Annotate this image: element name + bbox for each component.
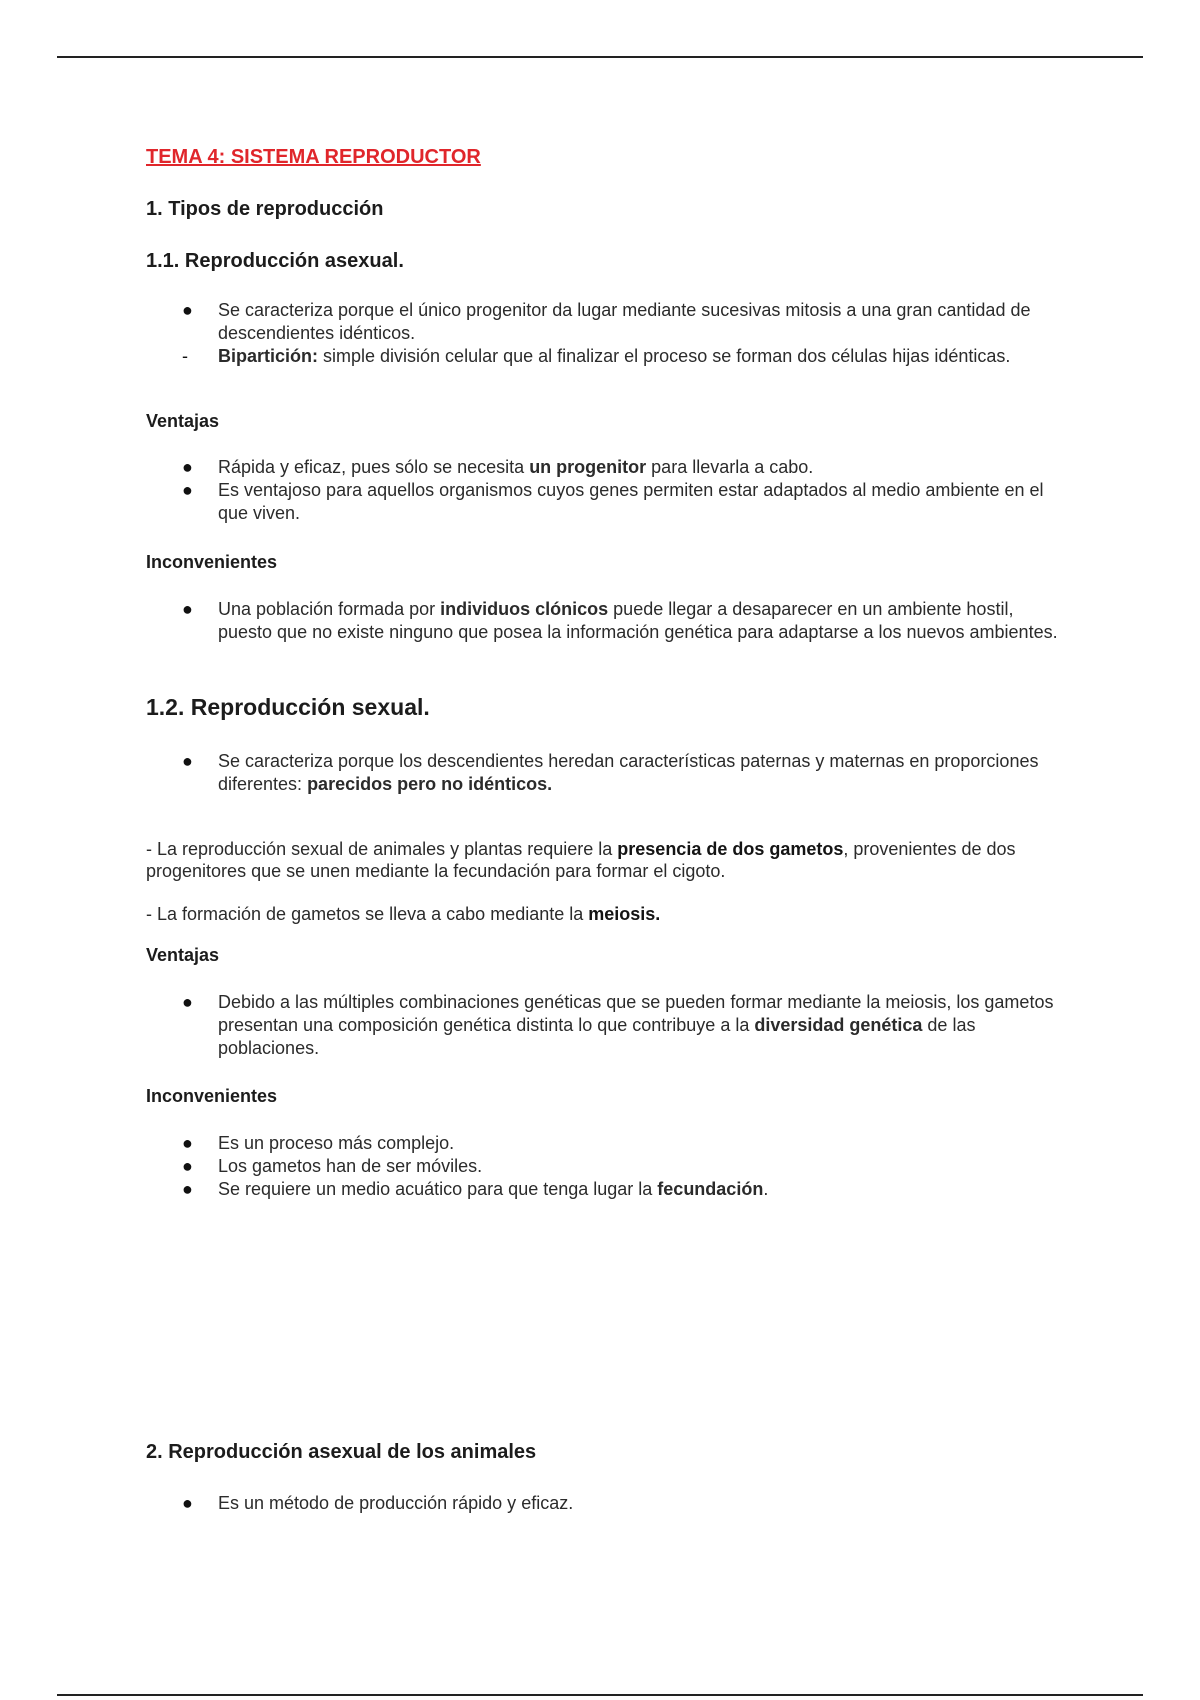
asexual-list bbox=[146, 299, 1066, 368]
asexual-ventajas-list bbox=[146, 456, 1066, 525]
paragraph-meiosis bbox=[146, 903, 1066, 925]
list-item bbox=[146, 991, 1066, 1060]
section-1-1-heading: 1.1. Reproducción asexual. bbox=[146, 250, 404, 272]
bullet-icon: ● bbox=[182, 751, 193, 771]
para-bold: meiosis. bbox=[588, 904, 661, 924]
inconvenientes-heading: Inconvenientes bbox=[146, 552, 278, 572]
ventajas-heading: Ventajas bbox=[146, 411, 220, 431]
top-rule bbox=[57, 56, 1143, 58]
sexual-list bbox=[146, 750, 1066, 796]
item-bold: Bipartición: bbox=[218, 346, 319, 366]
item-bold: individuos clónicos bbox=[440, 599, 609, 619]
list-item bbox=[146, 345, 1066, 368]
bullet-icon: ● bbox=[182, 300, 193, 320]
list-item bbox=[146, 1132, 1066, 1155]
item-text: Se requiere un medio acuático para que tenga lugar la bbox=[218, 1179, 658, 1199]
item-text: Rápida y eficaz, pues sólo se necesita bbox=[218, 457, 530, 477]
bottom-rule bbox=[57, 1694, 1143, 1696]
item-text: Es ventajoso para aquellos organismos cuyos genes permiten estar adaptados al medio ambiente en el que viven. bbox=[218, 480, 1044, 523]
bullet-icon: ● bbox=[182, 1179, 193, 1199]
section-1-heading: 1. Tipos de reproducción bbox=[146, 198, 384, 220]
item-text: Es un proceso más complejo. bbox=[218, 1133, 455, 1153]
para-bold: presencia de dos gametos bbox=[617, 839, 844, 859]
item-text: . bbox=[763, 1179, 769, 1199]
dash-marker: - bbox=[182, 346, 188, 366]
paragraph-gametos bbox=[146, 838, 1066, 882]
bullet-icon: ● bbox=[182, 1493, 193, 1513]
item-bold: parecidos pero no idénticos. bbox=[307, 774, 553, 794]
bullet-icon: ● bbox=[182, 457, 193, 477]
item-bold: fecundación bbox=[657, 1179, 764, 1199]
list-item bbox=[146, 299, 1066, 345]
sexual-inconvenientes-list bbox=[146, 1132, 1066, 1201]
ventajas-heading-2: Ventajas bbox=[146, 945, 220, 965]
list-item bbox=[146, 1178, 1066, 1201]
item-text: Los gametos han de ser móviles. bbox=[218, 1156, 483, 1176]
para-text: - La reproducción sexual de animales y plantas requiere la bbox=[146, 839, 618, 859]
list-item bbox=[146, 750, 1066, 796]
list-item bbox=[146, 456, 1066, 479]
item-text: Se caracteriza porque el único progenitor da lugar mediante sucesivas mitosis a una gran cantidad de descendientes idénticos. bbox=[218, 300, 1031, 343]
bullet-icon: ● bbox=[182, 480, 193, 500]
bullet-icon: ● bbox=[182, 1133, 193, 1153]
item-text: simple división celular que al finalizar el proceso se forman dos células hijas idénticas. bbox=[318, 346, 1011, 366]
list-item bbox=[146, 1155, 1066, 1178]
item-text: de las poblaciones. bbox=[218, 1015, 976, 1058]
item-text: para llevarla a cabo. bbox=[646, 457, 814, 477]
bullet-icon: ● bbox=[182, 1156, 193, 1176]
item-text: Es un método de producción rápido y eficaz. bbox=[218, 1493, 574, 1513]
bullet-icon: ● bbox=[182, 599, 193, 619]
section-1-2-heading: 1.2. Reproducción sexual. bbox=[146, 694, 430, 720]
section-2-list bbox=[146, 1492, 1066, 1515]
para-text: , provenientes de dos progenitores que se unen mediante la fecundación para formar el cigoto. bbox=[146, 839, 1016, 881]
list-item bbox=[146, 1492, 1066, 1515]
list-item bbox=[146, 479, 1066, 525]
sexual-ventajas-list bbox=[146, 991, 1066, 1060]
item-text: Una población formada por bbox=[218, 599, 441, 619]
para-text: - La formación de gametos se lleva a cabo mediante la bbox=[146, 904, 589, 924]
bullet-icon: ● bbox=[182, 992, 193, 1012]
item-text: puede llegar a desaparecer en un ambiente hostil, puesto que no existe ninguno que posea la información genética para adaptarse a los nuevos ambientes. bbox=[218, 599, 1058, 642]
item-text: Debido a las múltiples combinaciones genéticas que se pueden formar mediante la meiosis, los gametos presentan una composición genética distinta lo que contribuye a la bbox=[218, 992, 1054, 1035]
document-title: TEMA 4: SISTEMA REPRODUCTOR bbox=[146, 146, 481, 168]
item-text: Se caracteriza porque los descendientes heredan características paternas y maternas en proporciones diferentes: bbox=[218, 751, 1039, 794]
section-2-heading: 2. Reproducción asexual de los animales bbox=[146, 1441, 537, 1463]
item-bold: un progenitor bbox=[529, 457, 647, 477]
inconvenientes-heading-2: Inconvenientes bbox=[146, 1086, 278, 1106]
asexual-inconvenientes-list bbox=[146, 598, 1066, 644]
list-item bbox=[146, 598, 1066, 644]
item-bold: diversidad genética bbox=[754, 1015, 923, 1035]
